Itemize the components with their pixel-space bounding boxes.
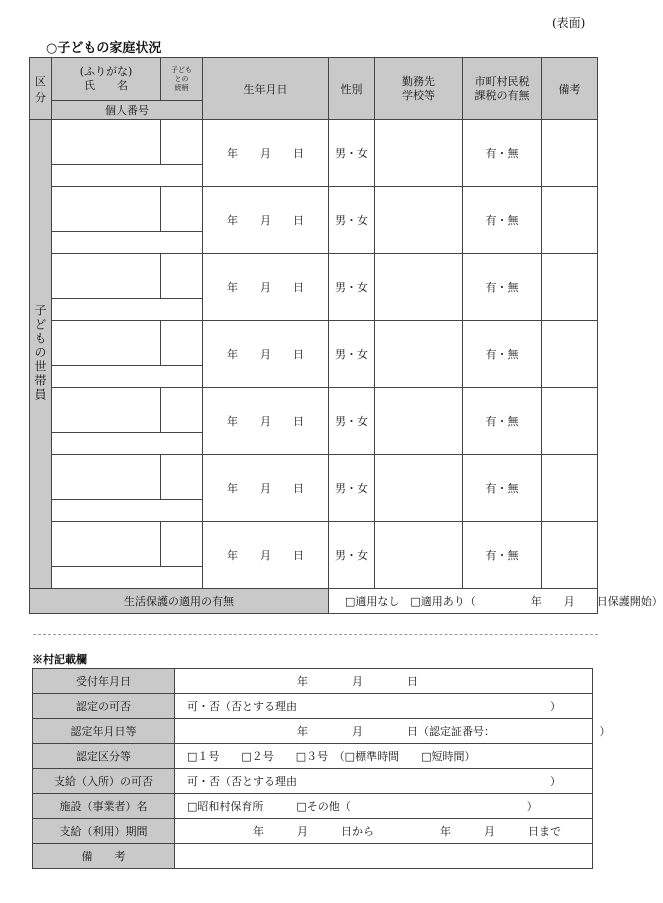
member-tax-field[interactable]: 有・無: [463, 321, 542, 388]
admin-value[interactable]: 可・否（否とする理由 ）: [175, 694, 593, 719]
row-group-label-text: 子どもの世帯員: [33, 303, 47, 402]
member-mynumber-field[interactable]: [52, 232, 203, 254]
section-divider: [33, 634, 598, 635]
header-notes: 備考: [542, 58, 598, 120]
member-relation-field[interactable]: [161, 187, 203, 232]
member-birth-field[interactable]: 年 月 日: [203, 455, 329, 522]
member-tax-field[interactable]: 有・無: [463, 522, 542, 589]
member-tax-field[interactable]: 有・無: [463, 455, 542, 522]
member-mynumber-field[interactable]: [52, 165, 203, 187]
member-sex-field[interactable]: 男・女: [329, 455, 375, 522]
admin-value[interactable]: □１号 □２号 □３号 （□標準時間 □短時間）: [175, 744, 593, 769]
admin-value[interactable]: [175, 844, 593, 869]
header-sex: 性別: [329, 58, 375, 120]
welfare-value[interactable]: □適用なし □適用あり（ 年 月 日保護開始）: [329, 589, 598, 614]
member-relation-field[interactable]: [161, 388, 203, 433]
member-mynumber-field[interactable]: [52, 366, 203, 388]
member-mynumber-field[interactable]: [52, 433, 203, 455]
welfare-label: 生活保護の適用の有無: [30, 589, 329, 614]
member-name-field[interactable]: [52, 522, 161, 567]
member-notes-field[interactable]: [542, 120, 598, 187]
admin-label: 認定の可否: [33, 694, 175, 719]
member-relation-field[interactable]: [161, 254, 203, 299]
header-tax: 市町村民税 課税の有無: [463, 58, 542, 120]
member-sex-field[interactable]: 男・女: [329, 321, 375, 388]
admin-value[interactable]: 年 月 日（認定証番号： ）: [175, 719, 593, 744]
member-relation-field[interactable]: [161, 120, 203, 165]
member-work-field[interactable]: [375, 388, 463, 455]
member-tax-field[interactable]: 有・無: [463, 388, 542, 455]
member-name-field[interactable]: [52, 120, 161, 165]
admin-label: 受付年月日: [33, 669, 175, 694]
header-name: [52, 58, 161, 101]
member-notes-field[interactable]: [542, 522, 598, 589]
member-tax-field[interactable]: 有・無: [463, 254, 542, 321]
member-sex-field[interactable]: 男・女: [329, 388, 375, 455]
member-work-field[interactable]: [375, 187, 463, 254]
member-sex-field[interactable]: 男・女: [329, 187, 375, 254]
header-mynumber: 個人番号: [52, 101, 203, 120]
header-relation: 子ども との 続柄: [161, 58, 203, 101]
member-work-field[interactable]: [375, 254, 463, 321]
header-birth: 生年月日: [203, 58, 329, 120]
member-notes-field[interactable]: [542, 254, 598, 321]
member-sex-field[interactable]: 男・女: [329, 522, 375, 589]
member-name-field[interactable]: [52, 254, 161, 299]
village-section-title: ※村記載欄: [32, 653, 87, 666]
header-name-label: 氏 名: [84, 79, 128, 92]
member-tax-field[interactable]: 有・無: [463, 187, 542, 254]
member-birth-field[interactable]: 年 月 日: [203, 187, 329, 254]
section-title: ○子どもの家庭状況: [46, 41, 162, 56]
member-notes-field[interactable]: [542, 187, 598, 254]
admin-label: 支給（利用）期間: [33, 819, 175, 844]
member-relation-field[interactable]: [161, 321, 203, 366]
member-notes-field[interactable]: [542, 388, 598, 455]
admin-label: 認定区分等: [33, 744, 175, 769]
member-birth-field[interactable]: 年 月 日: [203, 321, 329, 388]
header-furigana: (ふりがな): [79, 65, 133, 78]
member-name-field[interactable]: [52, 321, 161, 366]
member-mynumber-field[interactable]: [52, 567, 203, 589]
member-notes-field[interactable]: [542, 321, 598, 388]
member-sex-field[interactable]: 男・女: [329, 120, 375, 187]
member-birth-field[interactable]: 年 月 日: [203, 388, 329, 455]
member-sex-field[interactable]: 男・女: [329, 254, 375, 321]
admin-value[interactable]: 年 月 日から 年 月 日まで: [175, 819, 593, 844]
member-notes-field[interactable]: [542, 455, 598, 522]
village-admin-table: [32, 668, 611, 869]
member-work-field[interactable]: [375, 321, 463, 388]
member-mynumber-field[interactable]: [52, 299, 203, 321]
row-group-label: [30, 120, 52, 589]
member-work-field[interactable]: [375, 455, 463, 522]
member-birth-field[interactable]: 年 月 日: [203, 120, 329, 187]
page-side-label: (表面): [552, 16, 586, 30]
member-work-field[interactable]: [375, 120, 463, 187]
member-birth-field[interactable]: 年 月 日: [203, 522, 329, 589]
member-relation-field[interactable]: [161, 522, 203, 567]
member-relation-field[interactable]: [161, 455, 203, 500]
admin-value[interactable]: □昭和村保育所 □その他（ ）: [175, 794, 593, 819]
member-name-field[interactable]: [52, 455, 161, 500]
member-name-field[interactable]: [52, 388, 161, 433]
admin-value[interactable]: 可・否（否とする理由 ）: [175, 769, 593, 794]
header-kubun: 区分: [30, 58, 52, 120]
member-birth-field[interactable]: 年 月 日: [203, 254, 329, 321]
household-table: [29, 57, 663, 614]
admin-label: 施設（事業者）名: [33, 794, 175, 819]
admin-label: 認定年月日等: [33, 719, 175, 744]
member-name-field[interactable]: [52, 187, 161, 232]
member-tax-field[interactable]: 有・無: [463, 120, 542, 187]
member-mynumber-field[interactable]: [52, 500, 203, 522]
member-work-field[interactable]: [375, 522, 463, 589]
admin-value[interactable]: 年 月 日: [175, 669, 593, 694]
admin-label: 支給（入所）の可否: [33, 769, 175, 794]
admin-label: 備 考: [33, 844, 175, 869]
header-work: 勤務先 学校等: [375, 58, 463, 120]
